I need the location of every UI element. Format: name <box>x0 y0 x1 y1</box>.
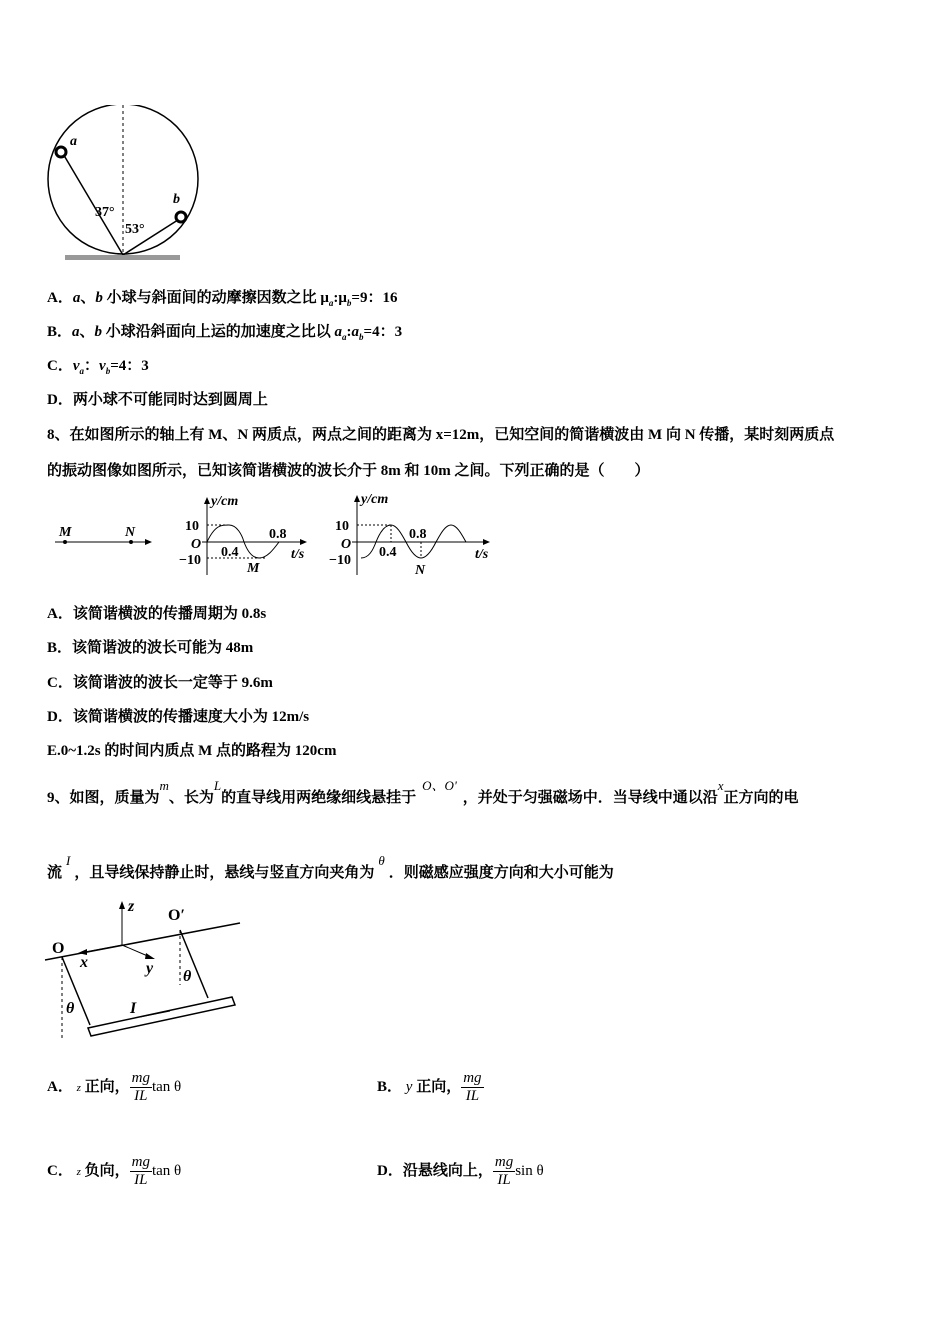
opt-text: 小球与斜面间的动摩擦因数之比 <box>102 290 321 306</box>
q8-option-b[interactable]: B．该简谐波的波长可能为 48m <box>47 640 254 656</box>
figure-suspended-wire <box>40 895 250 1050</box>
q7-option-c[interactable]: C．$v_a$：$v_b=4$：3 <box>47 358 149 376</box>
axis-x-label: x <box>80 954 88 971</box>
q7-option-d[interactable] <box>47 388 268 409</box>
y-tick-10: 10 <box>185 519 199 534</box>
q9-option-b[interactable]: B． y 正向， $\frac{mg}{IL}$ <box>377 1070 482 1104</box>
q8-option-d[interactable]: D．该简谐横波的传播速度大小为 12m/s <box>47 709 310 725</box>
label-b: b <box>173 192 180 207</box>
q9-option-c[interactable]: C． z 负向， $\frac{mg}{IL}$ tan θ <box>47 1154 182 1188</box>
opt-prefix: D． <box>47 392 73 408</box>
q9-option-d[interactable]: D．沿悬线向上， $\frac{mg}{IL}$ sin θ <box>377 1154 544 1188</box>
y-axis-label: y/cm <box>211 494 239 509</box>
sub-b: b <box>346 298 352 308</box>
opt-prefix: A． <box>47 290 73 306</box>
sep: 、 <box>79 324 95 340</box>
y-tick-10: 10 <box>335 519 349 534</box>
figure-wave-graphs <box>45 490 505 585</box>
q8-option-c[interactable]: C．该简谐波的波长一定等于 9.6m <box>47 675 273 691</box>
opt-prefix: B． <box>47 324 73 340</box>
origin-label: O <box>341 537 352 552</box>
t-axis-label: t/s <box>475 547 489 562</box>
var-a: a <box>351 324 360 340</box>
opt-text: 两小球不可能同时达到圆周上 <box>72 392 268 408</box>
q7-option-b[interactable]: B．a、b 小球沿斜面向上运的加速度之比以 $a_a:a_b=4$：3 <box>47 324 403 342</box>
ratio: =9：16 <box>351 290 398 306</box>
t-axis-label: t/s <box>291 547 305 562</box>
t-tick-08: 0.8 <box>409 527 427 542</box>
q8-option-a[interactable]: A．该简谐横波的传播周期为 0.8s <box>47 606 267 622</box>
mu: μ <box>338 290 347 306</box>
point-o-label: O <box>52 940 65 957</box>
point-o-prime-label: O′ <box>168 907 185 924</box>
figure-circle-inclines <box>40 105 210 270</box>
q8-option-e[interactable]: E.0~1.2s 的时间内质点 M 点的路程为 120cm <box>47 743 337 759</box>
mu: μ <box>320 290 329 306</box>
ratio: =4：3 <box>363 324 403 340</box>
sub-b: b <box>359 332 364 342</box>
opt-prefix: C． <box>47 358 73 374</box>
sep: 、 <box>80 290 96 306</box>
y-axis-label: y/cm <box>361 492 389 507</box>
q8-stem-line2: 的振动图像如图所示，已知该简谐横波的波长介于 8m 和 10m 之间。下列正确的是（ ） <box>47 463 650 479</box>
q8-stem-line1: 8、在如图所示的轴上有 M、N 两质点，两点之间的距离为 x=12m，已知空间的简谐横波由 M 向 N 传播，某时刻两质点 <box>47 427 835 443</box>
sub-b: b <box>105 366 111 376</box>
sub-a: a <box>342 332 347 342</box>
theta-label-left: θ <box>66 1000 75 1017</box>
sub-a: a <box>328 298 334 308</box>
graph-n-label: N <box>415 563 426 578</box>
origin-label: O <box>191 537 202 552</box>
var-b: b <box>94 324 103 340</box>
y-tick-neg10: −10 <box>179 553 201 568</box>
t-tick-04: 0.4 <box>221 545 239 560</box>
graph-m-label: M <box>247 561 260 576</box>
y-tick-neg10: −10 <box>329 553 351 568</box>
theta-label-right: θ <box>183 968 192 985</box>
sub-a: a <box>79 366 85 376</box>
q9-option-a[interactable]: A． z 正向， $\frac{mg}{IL}$ tan θ <box>47 1070 182 1104</box>
var-a: a <box>334 324 343 340</box>
point-n-label: N <box>125 525 136 540</box>
axis-z-label: z <box>128 898 135 915</box>
angle-37: 37° <box>95 205 115 220</box>
q9-stem-line2: 流I，且导线保持静止时，悬线与竖直方向夹角为θ．则磁感应强度方向和大小可能为 <box>47 853 614 881</box>
angle-53: 53° <box>125 222 145 237</box>
var-b: b <box>95 290 103 306</box>
q7-option-a[interactable]: A．a、b 小球与斜面间的动摩擦因数之比 $\mu_a:\mu_b=9$：16 <box>47 290 398 308</box>
t-tick-08: 0.8 <box>269 527 287 542</box>
ratio: =4：3 <box>110 358 149 374</box>
point-m-label: M <box>59 525 72 540</box>
q9-stem-line1: 9、如图，质量为m、长为L的直导线用两绝缘细线悬挂于O、O'，并处于匀强磁场中．当导线中通以沿x正方向的电 <box>47 778 799 806</box>
var-a: a <box>72 324 80 340</box>
current-label: I <box>130 1000 137 1017</box>
axis-y-label: y <box>146 960 154 977</box>
var-a: a <box>72 290 81 306</box>
label-a: a <box>70 134 77 149</box>
t-tick-04: 0.4 <box>379 545 397 560</box>
opt-text: 小球沿斜面向上运的加速度之比以 <box>102 324 335 340</box>
